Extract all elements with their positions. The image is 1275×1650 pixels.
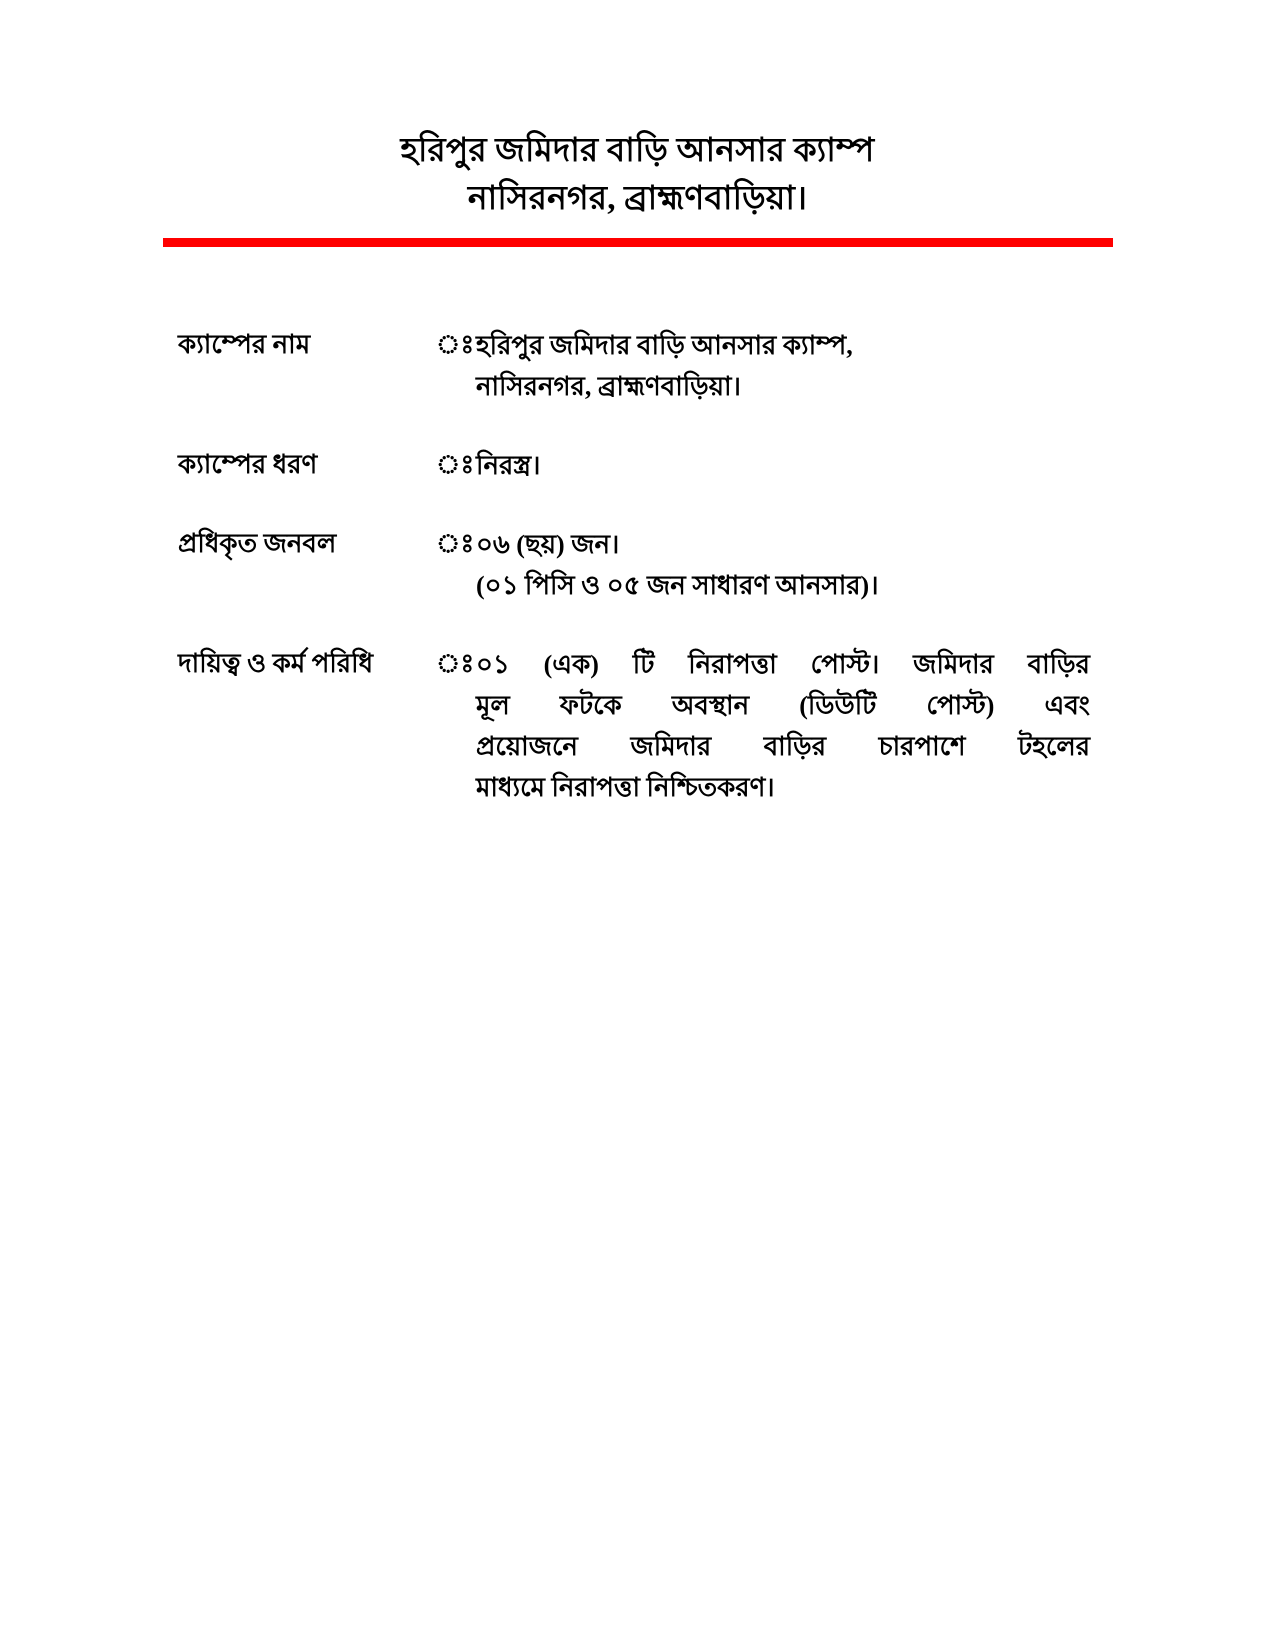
field-label: ক্যাম্পের ধরণ xyxy=(178,449,318,479)
field-colon: ঃ xyxy=(436,329,475,359)
field-row xyxy=(178,524,1090,606)
field-colon: ঃ xyxy=(436,449,475,479)
field-value-line: মূল ফটকে অবস্থান (ডিউটি পোস্ট) এবং xyxy=(476,691,1090,721)
field-value-line: মাধ্যমে নিরাপত্তা নিশ্চিতকরণ। xyxy=(476,773,775,803)
header-title-line1: হরিপুর জমিদার বাড়ি আনসার ক্যাম্প xyxy=(400,133,875,169)
field-row xyxy=(178,644,1090,808)
field-colon: ঃ xyxy=(436,528,475,558)
field-label: দায়িত্ব ও কর্ম পরিধি xyxy=(178,649,374,679)
header-title-line2: নাসিরনগর, ব্রাহ্মণবাড়িয়া। xyxy=(467,180,808,217)
fields-table xyxy=(178,325,1090,809)
field-value-line: ০৬ (ছয়) জন। xyxy=(476,529,620,559)
field-value-line: (০১ পিসি ও ০৫ জন সাধারণ আনসার)। xyxy=(476,571,879,600)
field-label: ক্যাম্পের নাম xyxy=(178,329,311,359)
field-value xyxy=(476,325,1090,407)
red-divider-rule xyxy=(163,238,1113,247)
field-value xyxy=(476,445,1090,486)
field-value xyxy=(476,644,1090,808)
field-value-line: নিরস্ত্র। xyxy=(476,450,541,480)
field-value-line: হরিপুর জমিদার বাড়ি আনসার ক্যাম্প, xyxy=(476,330,853,360)
field-row xyxy=(178,445,1090,486)
document-header xyxy=(0,128,1275,247)
field-value-line: ০১ (এক) টি নিরাপত্তা পোস্ট। জমিদার বাড়ির xyxy=(476,650,1090,680)
field-colon: ঃ xyxy=(436,649,475,679)
field-value-line: প্রয়োজনে জমিদার বাড়ির চারপাশে টহলের xyxy=(476,732,1090,762)
field-value-line: নাসিরনগর, ব্রাহ্মণবাড়িয়া। xyxy=(476,371,741,401)
field-row xyxy=(178,325,1090,407)
field-value xyxy=(476,524,1090,606)
field-label: প্রধিকৃত জনবল xyxy=(178,528,337,558)
